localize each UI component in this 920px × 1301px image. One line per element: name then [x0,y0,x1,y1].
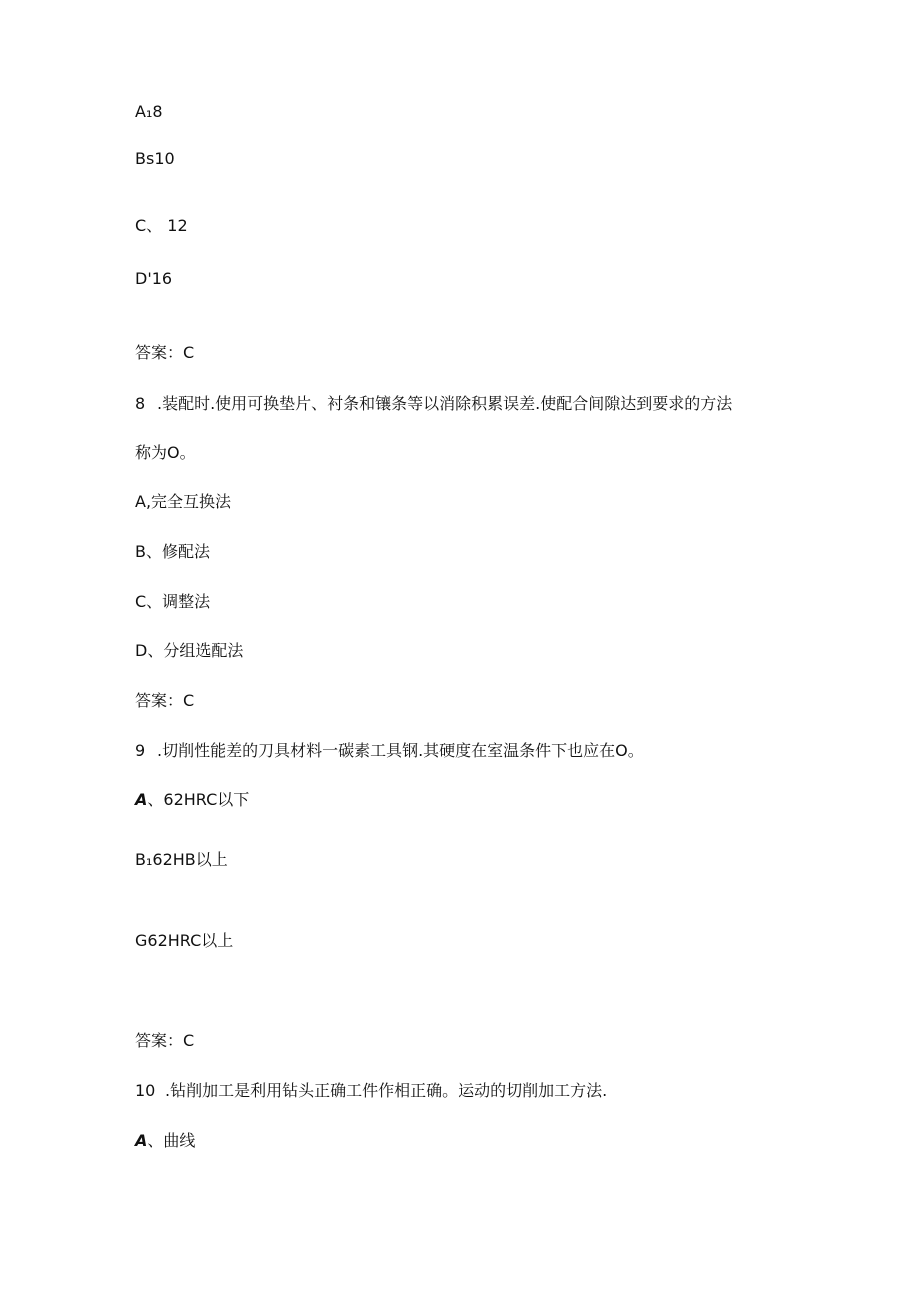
q8-text-line2: 称为O。 [135,443,196,462]
q9-question [135,741,644,761]
q7-option-d: D'16 [135,269,173,288]
q10-option-a [135,1131,195,1151]
q9-number: 9 [135,741,146,760]
q7-option-b: Bs10 [135,149,175,168]
q10-number: 10 [135,1081,156,1100]
q9-option-c: G62HRC以上 [135,931,234,950]
q8-option-d: D、分组选配法 [135,641,244,660]
q10-text: .钻削加工是利用钻头正确工件作相正确。运动的切削加工方法. [165,1081,608,1100]
q8-option-a: A,完全互换法 [135,492,232,511]
q7-option-a: A₁8 [135,102,163,121]
q10-question [135,1081,607,1101]
q9-option-b: B₁62HB以上 [135,850,228,869]
q9-text: .切削性能差的刀具材料一碳素工具钢.其硬度在室温条件下也应在O。 [157,741,644,760]
q10-option-a-letter: A [135,1131,148,1150]
q8-option-b: B、修配法 [135,542,210,561]
q7-option-c: C、 12 [135,216,188,235]
q9-option-a-text: 、62HRC以下 [147,790,250,809]
q8-answer: 答案：C [135,691,195,710]
q9-option-a-letter: A [135,790,148,809]
q8-option-c: C、调整法 [135,592,211,611]
q10-option-a-text: 、曲线 [147,1131,196,1150]
q9-option-a [135,790,249,810]
q8-text-line1: .装配时.使用可换垫片、衬条和镶条等以消除积累误差.使配合间隙达到要求的方法 [157,394,733,413]
q8-question [135,394,732,414]
q7-answer: 答案：C [135,343,195,362]
q9-answer: 答案：C [135,1031,195,1050]
q8-number: 8 [135,394,146,413]
